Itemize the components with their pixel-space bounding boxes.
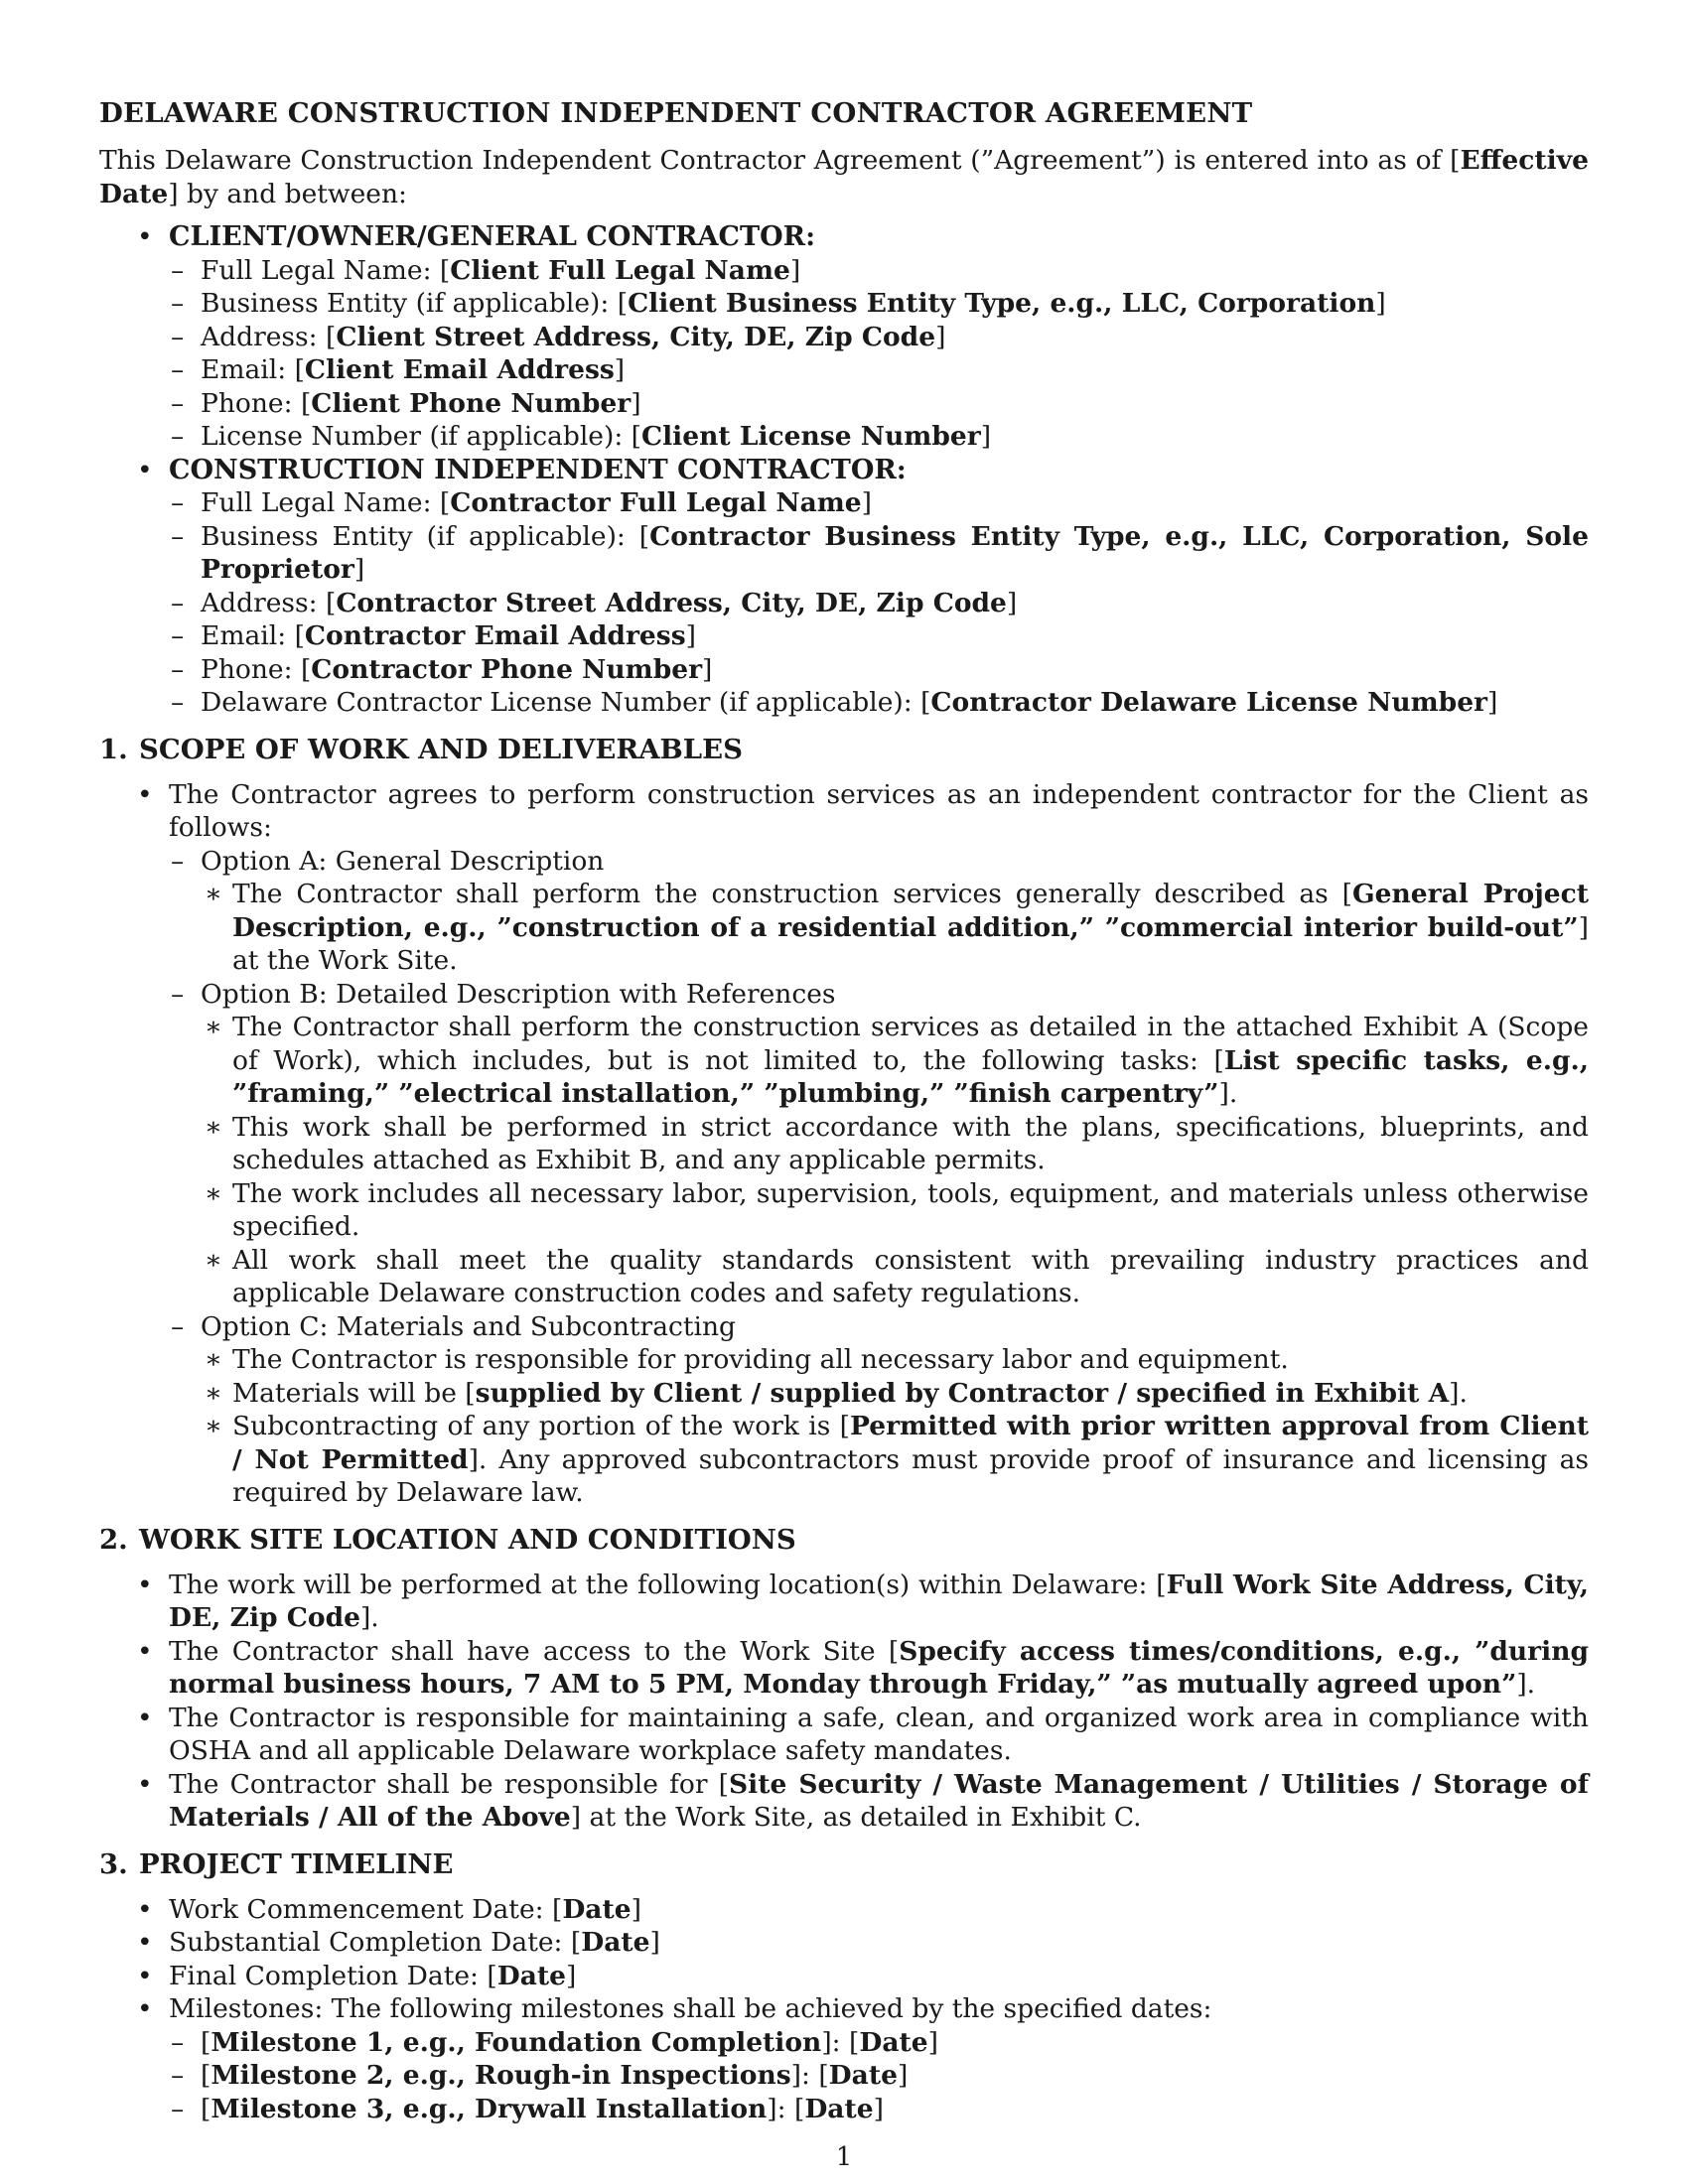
list-item: ∗ The Contractor shall perform the construction services as detailed in the attached Exhibit A (Scope of Work), which includes, but is not limited to, the following tasks: [List specific tasks, e.g., ”framing,” ”electrical installation,” ”plumbing,” ”finish carpentry”]. <box>201 1011 1589 1111</box>
intro-paragraph <box>99 144 1589 210</box>
field-placeholder: Contractor Delaware License Number <box>930 687 1488 718</box>
client-field: – License Number (if applicable): [Client License Number] <box>169 420 1589 454</box>
list-item: ∗ This work shall be performed in strict accordance with the plans, specifications, blueprints, and schedules attached as Exhibit B, and any applicable permits. <box>201 1111 1589 1177</box>
section-2-list <box>99 1569 1589 1835</box>
field-placeholder: Contractor Email Address <box>304 620 686 651</box>
field-placeholder: Client Email Address <box>304 354 615 385</box>
document-page <box>99 97 1589 2125</box>
intro-text: This Delaware Construction Independent Contractor Agreement (”Agreement”) is entered into as of [ <box>99 145 1461 176</box>
contractor-field: – Full Legal Name: [Contractor Full Legal Name] <box>169 486 1589 520</box>
field-placeholder: General Project Description, e.g., ”construction of a residential addition,” ”commercial interior build-out” <box>232 879 1590 943</box>
field-placeholder: Client License Number <box>641 421 981 452</box>
parties-list <box>99 220 1589 720</box>
contractor-party <box>99 454 1589 720</box>
field-placeholder: Site Security / Waste Management / Utilities / Storage of Materials / All of the Above <box>169 1768 1589 1833</box>
option-a: – Option A: General Description ∗ The Contractor shall perform the construction services generally described as [General Project Description, e.g., ”construction of a residential addition,” ”commercial interior build-out”] at the Work Site. <box>169 845 1589 978</box>
client-party <box>99 220 1589 454</box>
field-placeholder: Contractor Street Address, City, DE, Zip Code <box>336 587 1007 618</box>
field-placeholder: Contractor Full Legal Name <box>450 487 862 518</box>
client-field: – Full Legal Name: [Client Full Legal Name] <box>169 254 1589 288</box>
field-placeholder: List specific tasks, e.g., ”framing,” ”electrical installation,” ”plumbing,” ”finish carpentry” <box>232 1044 1589 1109</box>
section-3-heading: 3. PROJECT TIMELINE <box>99 1847 454 1880</box>
list-item: • Work Commencement Date: [Date] <box>99 1893 1589 1927</box>
list-item: • The work will be performed at the following location(s) within Delaware: [Full Work Site Address, City, DE, Zip Code]. <box>99 1569 1589 1635</box>
date-placeholder: Date <box>581 1927 650 1958</box>
list-item: • Final Completion Date: [Date] <box>99 1960 1589 1993</box>
contractor-field: – Phone: [Contractor Phone Number] <box>169 653 1589 687</box>
contractor-field: – Business Entity (if applicable): [Contractor Business Entity Type, e.g., LLC, Corporation, Sole Proprietor] <box>169 520 1589 587</box>
list-item: • Substantial Completion Date: [Date] <box>99 1926 1589 1960</box>
field-placeholder: Specify access times/conditions, e.g., ”during normal business hours, 7 AM to 5 PM, Monday through Friday,” ”as mutually agreed upon” <box>169 1635 1590 1700</box>
field-placeholder: Client Full Legal Name <box>450 254 790 286</box>
date-placeholder: Date <box>496 1960 567 1991</box>
milestone-item: – [Milestone 3, e.g., Drywall Installation]: [Date] <box>169 2093 1589 2126</box>
field-placeholder: Permitted with prior written approval from Client / Not Permitted <box>232 1411 1589 1475</box>
field-placeholder: Contractor Business Entity Type, e.g., LLC, Corporation, Sole Proprietor <box>201 520 1589 585</box>
date-placeholder: Date <box>562 1893 632 1925</box>
section-1-list <box>99 778 1589 1510</box>
client-fields <box>169 254 1589 454</box>
field-placeholder: Contractor Phone Number <box>311 653 703 685</box>
client-heading: CLIENT/OWNER/GENERAL CONTRACTOR: <box>169 221 816 252</box>
field-placeholder: Client Phone Number <box>311 387 632 419</box>
client-field: – Address: [Client Street Address, City, DE, Zip Code] <box>169 321 1589 354</box>
contractor-field: – Address: [Contractor Street Address, City, DE, Zip Code] <box>169 587 1589 620</box>
contractor-field: – Delaware Contractor License Number (if applicable): [Contractor Delaware License Number] <box>169 686 1589 720</box>
option-c: – Option C: Materials and Subcontracting ∗ The Contractor is responsible for providing all necessary labor and equipment. ∗ Materials will be [supplied by Client / supplied by Contractor / specified in Exhibit A]. ∗ Subcontracting of any portion of the work is [Permitted with prior written approval from Client / Not Permitted]. Any approved subcontractors must provide proof of insurance and licensing as required by Delaware law. <box>169 1310 1589 1510</box>
field-placeholder: supplied by Client / supplied by Contractor / specified in Exhibit A <box>475 1377 1450 1409</box>
field-placeholder: Full Work Site Address, City, DE, Zip Code <box>169 1569 1589 1633</box>
field-placeholder: Client Business Entity Type, e.g., LLC, Corporation <box>628 288 1376 319</box>
section-3-list <box>99 1893 1589 2126</box>
list-item: ∗ The work includes all necessary labor, supervision, tools, equipment, and materials unless otherwise specified. <box>201 1177 1589 1244</box>
list-item: • The Contractor shall have access to the Work Site [Specify access times/conditions, e.g., ”during normal business hours, 7 AM to 5 PM, Monday through Friday,” ”as mutually agreed upon”]. <box>99 1635 1589 1702</box>
contractor-fields <box>169 486 1589 720</box>
option-b: – Option B: Detailed Description with References ∗ The Contractor shall perform the construction services as detailed in the attached Exhibit A (Scope of Work), which includes, but is not limited to, the following tasks: [List specific tasks, e.g., ”framing,” ”electrical installation,” ”plumbing,” ”finish carpentry”]. ∗ This work shall be performed in strict accordance with the plans, specifications, blueprints, and schedules attached as Exhibit B, and any applicable permits. ∗ The work includes all necessary labor, supervision, tools, equipment, and materials unless otherwise specified. ∗ All work shall meet the quality standards consistent with prevailing industry practices and applicable Delaware construction codes and safety regulations. <box>169 978 1589 1310</box>
contractor-heading: CONSTRUCTION INDEPENDENT CONTRACTOR: <box>169 454 907 485</box>
milestone-item: – [Milestone 1, e.g., Foundation Completion]: [Date] <box>169 2026 1589 2060</box>
milestones-list <box>169 2026 1589 2126</box>
client-field: – Email: [Client Email Address] <box>169 353 1589 387</box>
contractor-field: – Email: [Contractor Email Address] <box>169 619 1589 653</box>
effective-date-placeholder: Effective Date <box>99 145 1589 209</box>
section-2-heading: 2. WORK SITE LOCATION AND CONDITIONS <box>99 1523 796 1556</box>
list-item: ∗ Subcontracting of any portion of the work is [Permitted with prior written approval from Client / Not Permitted]. Any approved subcontractors must provide proof of insurance and licensing as required by Delaware law. <box>201 1410 1589 1510</box>
list-item: • The Contractor agrees to perform construction services as an independent contractor for the Client as follows: – Option A: General Description ∗ The Contractor shall perform the construction services generally described as [General Project Description, e.g., ”construction of a residential addition,” ”commercial interior build-out”] at the Work Site. – Option B: Detailed Description with References ∗ The Contractor shall perform the construction services as detailed in the attached Exhibit A (Scope of Work), which includes, but is not limited to, the following tasks: [List specific tasks, e.g., ”framing,” ”electrical installation,” ”plumbing,” ”finish carpentry”]. ∗ This work shall be performed in strict accordance with the plans, specifications, blueprints, and schedules attached as Exhibit B, and any applicable permits. ∗ The work includes all necessary labor, supervision, tools, equipment, and materials unless otherwise specified. ∗ All work shall meet the quality standards consistent with prevailing industry practices and applicable Delaware construction codes and safety regulations. – Option C: Materials and Subcontracting ∗ The Contractor is responsible for providing all necessary labor and equipment. ∗ Materials will be [supplied by Client / supplied by Contractor / specified in Exhibit A]. ∗ Subcontracting of any portion of the work is [Permitted with prior written approval from Client / Not Permitted]. Any approved subcontractors must provide proof of insurance and licensing as required by Delaware law. <box>99 778 1589 1510</box>
list-item: ∗ The Contractor is responsible for providing all necessary labor and equipment. <box>201 1343 1589 1377</box>
document-title: DELAWARE CONSTRUCTION INDEPENDENT CONTRACTOR AGREEMENT <box>99 97 1253 129</box>
client-field: – Phone: [Client Phone Number] <box>169 387 1589 421</box>
field-placeholder: Client Street Address, City, DE, Zip Code <box>336 321 936 352</box>
client-field: – Business Entity (if applicable): [Client Business Entity Type, e.g., LLC, Corporation] <box>169 287 1589 321</box>
list-item: ∗ The Contractor shall perform the construction services generally described as [General Project Description, e.g., ”construction of a residential addition,” ”commercial interior build-out”] at the Work Site. <box>201 878 1589 978</box>
section-1-heading: 1. SCOPE OF WORK AND DELIVERABLES <box>99 733 743 765</box>
intro-text-end: ] by and between: <box>168 178 407 209</box>
list-item: ∗ Materials will be [supplied by Client / supplied by Contractor / specified in Exhibit A]. <box>201 1377 1589 1411</box>
page-number: 1 <box>835 2142 853 2172</box>
milestone-item: – [Milestone 2, e.g., Rough-in Inspections]: [Date] <box>169 2059 1589 2093</box>
list-item: • The Contractor is responsible for maintaining a safe, clean, and organized work area in compliance with OSHA and all applicable Delaware workplace safety mandates. <box>99 1702 1589 1768</box>
list-item: ∗ All work shall meet the quality standards consistent with prevailing industry practices and applicable Delaware construction codes and safety regulations. <box>201 1244 1589 1310</box>
list-item: • The Contractor shall be responsible for [Site Security / Waste Management / Utilities / Storage of Materials / All of the Above] at the Work Site, as detailed in Exhibit C. <box>99 1768 1589 1835</box>
list-item: • Milestones: The following milestones shall be achieved by the specified dates: – [Milestone 1, e.g., Foundation Completion]: [Date] – [Milestone 2, e.g., Rough-in Inspections]: [Date] – [Milestone 3, e.g., Drywall Installation]: [Date] <box>99 1992 1589 2125</box>
